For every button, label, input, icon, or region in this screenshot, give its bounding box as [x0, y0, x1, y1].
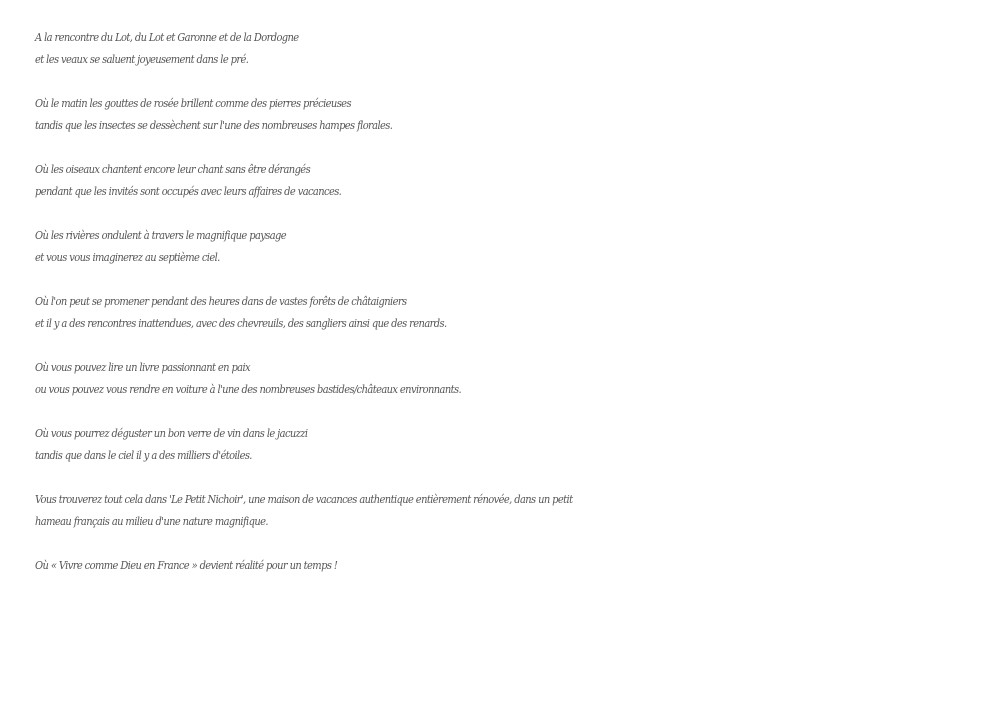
stanza [35, 555, 975, 577]
poem-line: tandis que les insectes se dessèchent sur l'une des nombreuses hampes florales. [35, 119, 393, 132]
stanza [35, 27, 975, 71]
poem-line: Où le matin les gouttes de rosée brillent comme des pierres précieuses [35, 97, 351, 110]
poem-line: et les veaux se saluent joyeusement dans le pré. [35, 53, 249, 66]
poem-line: Où l'on peut se promener pendant des heures dans de vastes forêts de châtaigniers [35, 295, 407, 308]
poem-line: Où vous pouvez lire un livre passionnant en paix [35, 361, 251, 374]
poem-line: ou vous pouvez vous rendre en voiture à l'une des nombreuses bastides/châteaux environnants. [35, 383, 462, 396]
poem-line: Où « Vivre comme Dieu en France » devient réalité pour un temps ! [35, 559, 338, 572]
stanza [35, 357, 975, 401]
stanza [35, 225, 975, 269]
stanza [35, 423, 975, 467]
poem-line: Où les rivières ondulent à travers le magnifique paysage [35, 229, 286, 242]
stanza [35, 291, 975, 335]
stanza [35, 93, 975, 137]
poem-text [35, 27, 975, 599]
poem-line: et il y a des rencontres inattendues, avec des chevreuils, des sangliers ainsi que des renards. [35, 317, 447, 330]
poem-line: A la rencontre du Lot, du Lot et Garonne et de la Dordogne [35, 31, 299, 44]
poem-line: et vous vous imaginerez au septième ciel. [35, 251, 220, 264]
poem-line: Où les oiseaux chantent encore leur chant sans être dérangés [35, 163, 311, 176]
poem-line: pendant que les invités sont occupés avec leurs affaires de vacances. [35, 185, 342, 198]
poem-line: Vous trouverez tout cela dans 'Le Petit Nichoir', une maison de vacances authentique entièrement rénovée, dans un petit [35, 493, 573, 506]
stanza [35, 489, 975, 533]
poem-line: Où vous pourrez déguster un bon verre de vin dans le jacuzzi [35, 427, 308, 440]
poem-line: hameau français au milieu d'une nature magnifique. [35, 515, 268, 528]
stanza [35, 159, 975, 203]
poem-line: tandis que dans le ciel il y a des milliers d'étoiles. [35, 449, 252, 462]
